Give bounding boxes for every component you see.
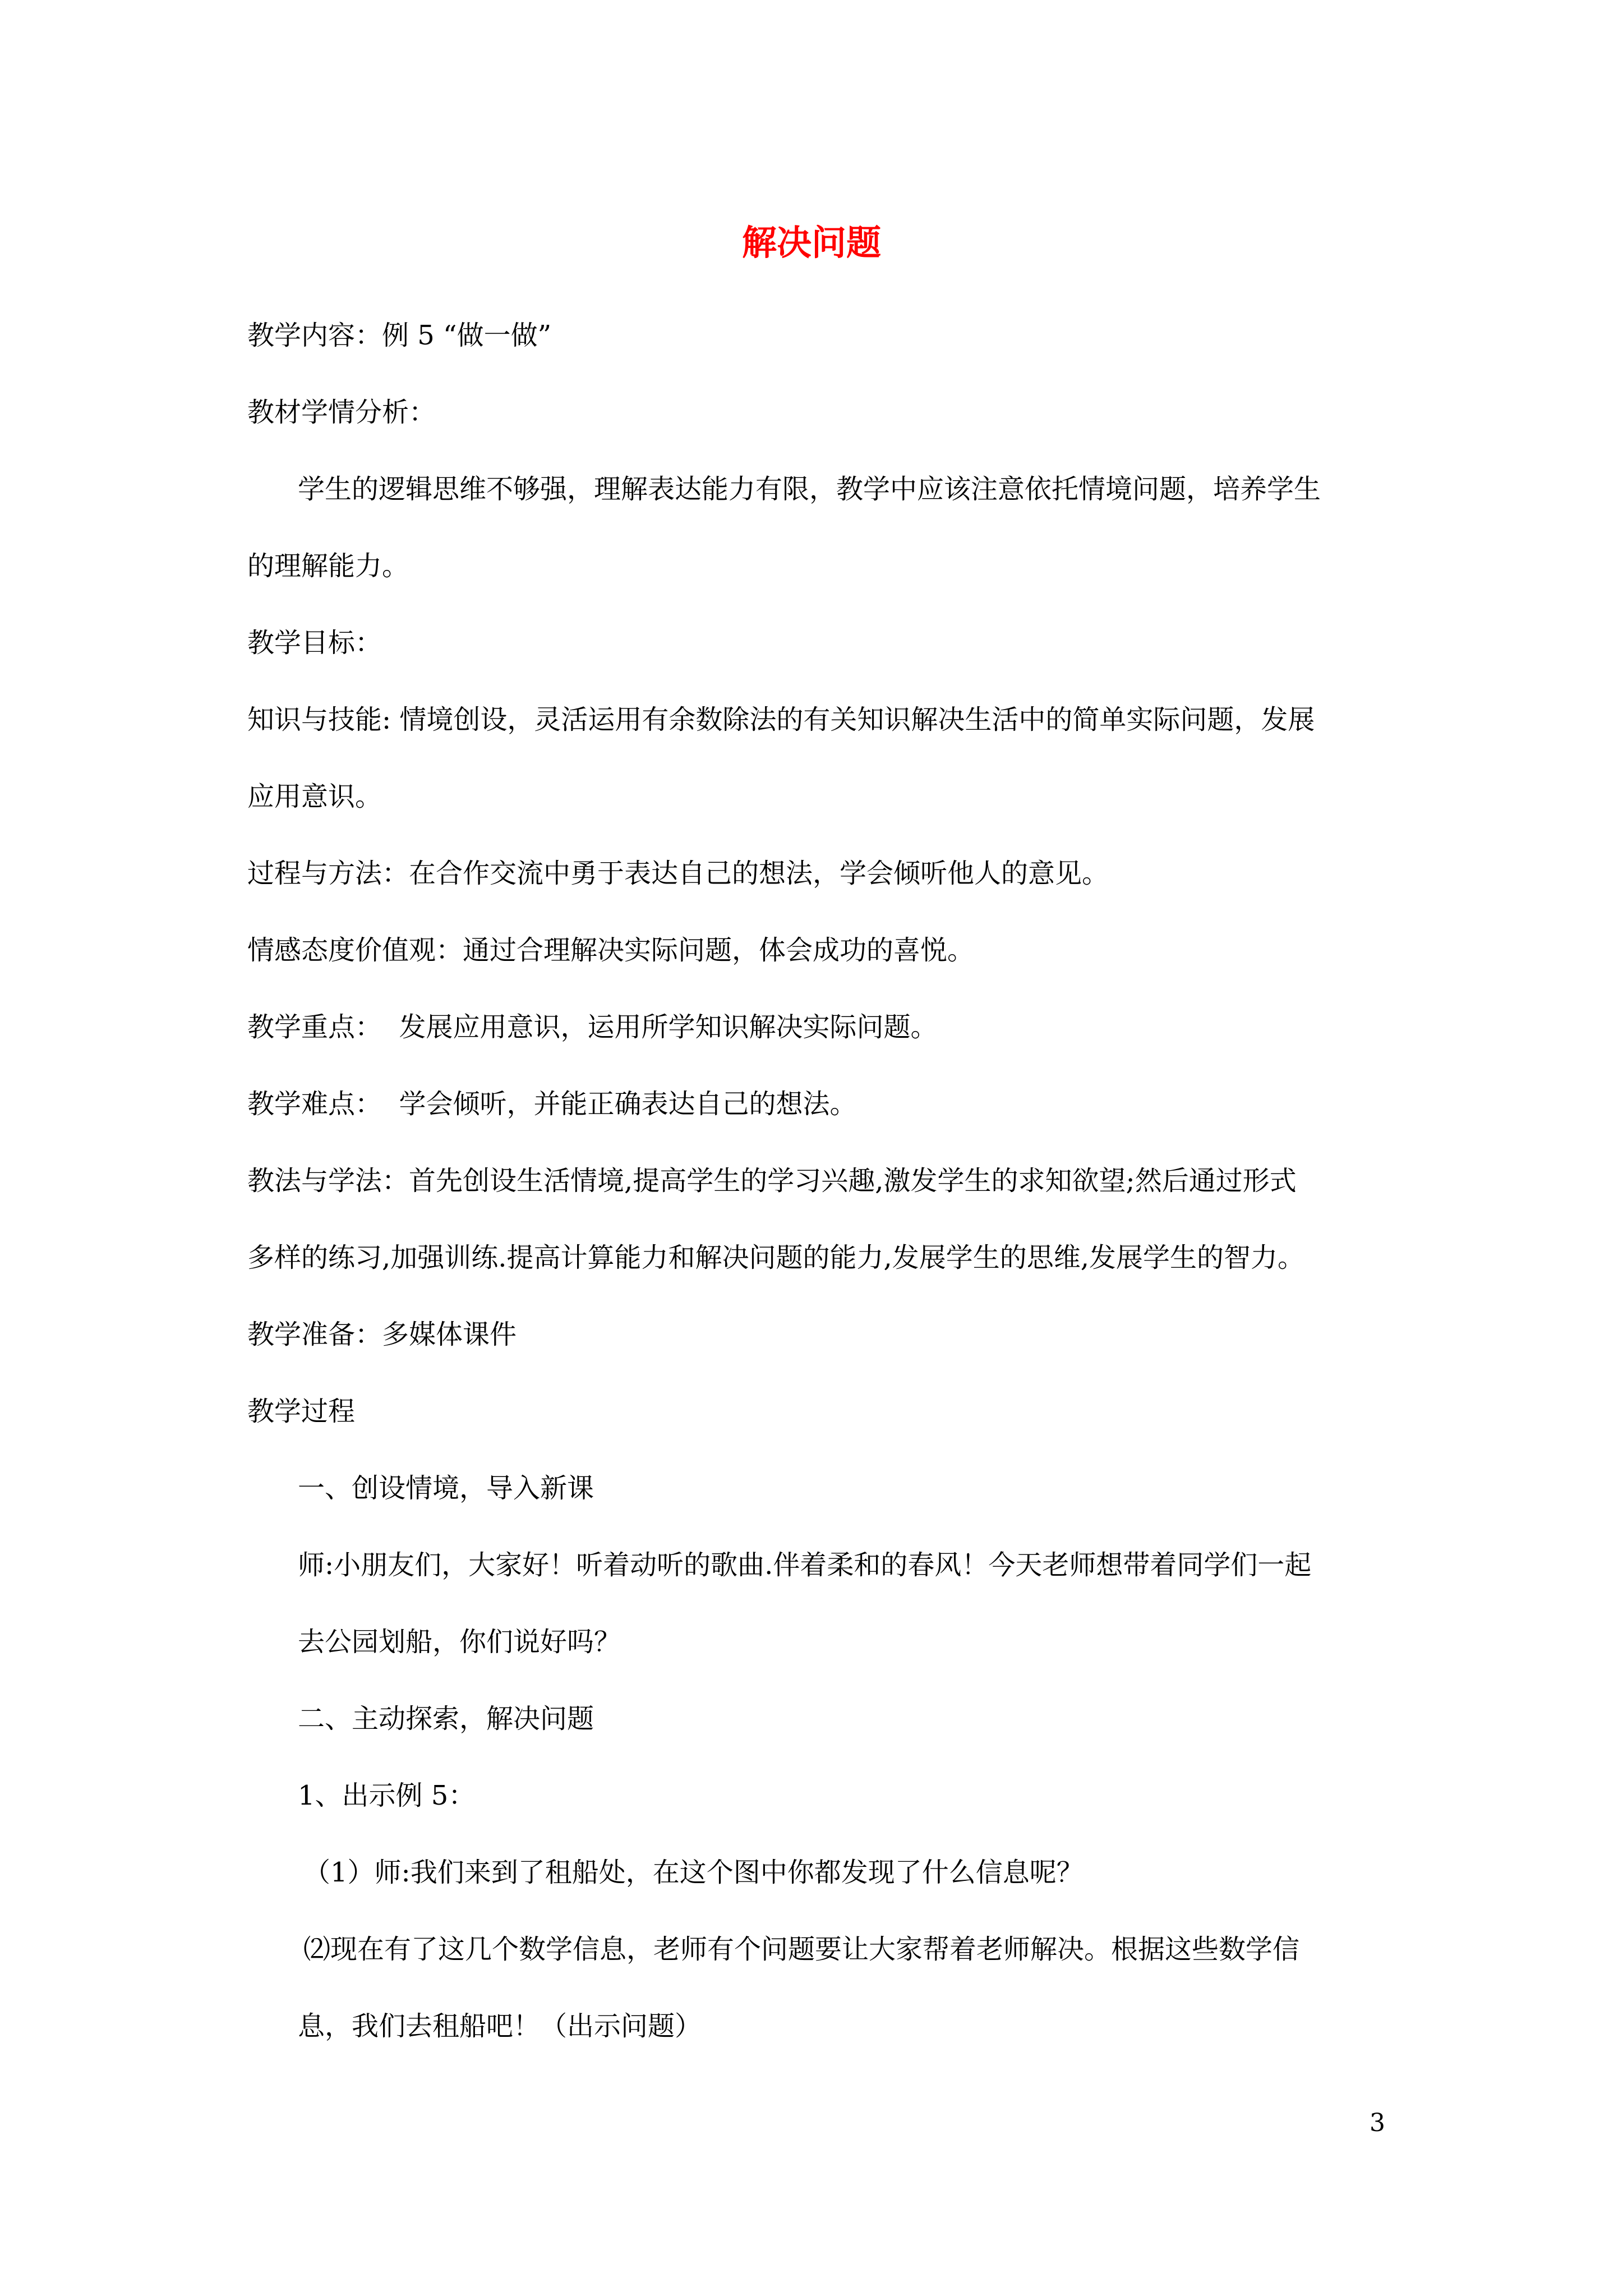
objectives-heading: 教学目标： [247,627,382,659]
knowledge-skills-line-1: 知识与技能: 情境创设，灵活运用有余数除法的有关知识解决生活中的简单实际问题，发展 [247,704,1315,735]
step-two-line-2: 息，我们去租船吧！（出示问题） [298,2010,702,2042]
section-two-heading: 二、主动探索，解决问题 [298,1703,594,1734]
methods-line-2: 多样的练习,加强训练.提高计算能力和解决问题的能力,发展学生的思维,发展学生的智力。 [247,1242,1305,1273]
methods-line-1: 教法与学法：首先创设生活情境,提高学生的学习兴趣,激发学生的求知欲望;然后通过形式 [247,1165,1297,1197]
page-number: 3 [1370,2109,1385,2137]
analysis-paragraph-line-1: 学生的逻辑思维不够强，理解表达能力有限，教学中应该注意依托情境问题，培养学生 [298,473,1321,505]
difficulties-line: 教学难点： 学会倾听，并能正确表达自己的想法。 [247,1088,857,1120]
process-heading: 教学过程 [247,1396,356,1427]
preparation-line: 教学准备：多媒体课件 [247,1319,517,1350]
key-points-line: 教学重点： 发展应用意识，运用所学知识解决实际问题。 [247,1011,938,1043]
document-body [247,297,1391,2065]
teacher-intro-line-1: 师:小朋友们，大家好！听着动听的歌曲.伴着柔和的春风！今天老师想带着同学们一起 [298,1549,1312,1581]
analysis-heading: 教材学情分析： [247,397,436,428]
step-one-line: （1）师:我们来到了租船处，在这个图中你都发现了什么信息呢？ [303,1857,1083,1888]
analysis-paragraph-line-2: 的理解能力。 [247,550,409,582]
process-method-line: 过程与方法：在合作交流中勇于表达自己的想法，学会倾听他人的意见。 [247,858,1109,889]
example-five-heading: 1、出示例 5： [298,1780,476,1811]
teaching-content-line: 教学内容：例 5 “做一做” [247,320,552,351]
section-one-heading: 一、创设情境，导入新课 [298,1473,594,1504]
knowledge-skills-line-2: 应用意识。 [247,781,382,812]
teacher-intro-line-2: 去公园划船，你们说好吗？ [298,1626,621,1658]
step-two-line-1: ⑵现在有了这几个数学信息，老师有个问题要让大家帮着老师解决。根据这些数学信 [303,1934,1300,1965]
document-title: 解决问题 [741,222,881,263]
emotion-values-line: 情感态度价值观：通过合理解决实际问题，体会成功的喜悦。 [247,935,975,966]
